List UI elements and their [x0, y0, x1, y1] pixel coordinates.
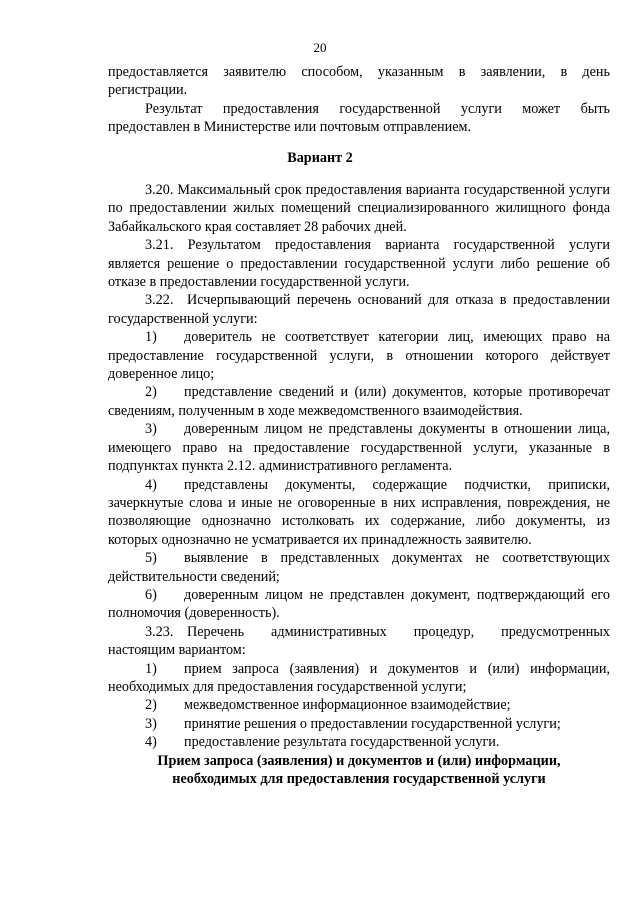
item-number: 1) [145, 660, 157, 677]
list-item [108, 328, 610, 383]
clause-text: Результатом предоставления варианта государственной услуги является решение о предоставлении государственной услуги либо решение об отказе в предоставлении государственной услуги. [108, 237, 611, 291]
item-number: 4) [145, 476, 157, 493]
clause-number: 3.22. [145, 292, 174, 309]
item-text: выявление в представленных документах не соответствующих действительности сведений; [108, 550, 610, 585]
section-heading-line: Прием запроса (заявления) и документов и (или) информации, [157, 753, 561, 769]
item-text: представление сведений и (или) документов, которые противоречат сведениям, полученным в ходе межведомственного взаимодействия. [108, 384, 610, 419]
clause-3-23 [108, 623, 610, 660]
item-number: 4) [145, 734, 157, 751]
variant-heading: Вариант 2 [287, 150, 353, 166]
clause-3-22 [108, 291, 610, 328]
item-number: 5) [145, 550, 157, 567]
item-number: 2) [145, 697, 157, 714]
list-item [108, 420, 610, 475]
list-item [108, 696, 610, 714]
section-heading-line: необходимых для предоставления государственной услуги [172, 771, 546, 788]
item-number: 6) [145, 586, 157, 603]
paragraph: Результат предоставления государственной услуги может быть предоставлен в Министерстве или почтовым отправлением. [108, 100, 610, 136]
clause-3-20 [108, 181, 610, 236]
item-number: 2) [145, 384, 157, 401]
item-number: 3) [145, 715, 157, 732]
item-text: принятие решения о предоставлении государственной услуги; [184, 715, 561, 732]
item-text: доверенным лицом не представлен документ, подтверждающий его полномочия (доверенность). [108, 586, 610, 622]
item-text: доверитель не соответствует категории лиц, имеющих право на предоставление государственной услуги, в отношении которого действует доверенное лицо; [108, 329, 610, 383]
clause-text: Максимальный срок предоставления варианта государственной услуги по предоставлении жилых помещений специализированного жилищного фонда Забайкальского края составляет 28 рабочих дней. [108, 182, 610, 235]
item-text: межведомственное информационное взаимодействие; [184, 697, 511, 714]
list-item [108, 476, 610, 550]
main-text [108, 181, 610, 752]
paragraph-line: предоставляется заявителю способом, указанным в заявлении, в день [108, 64, 610, 80]
page-number: 20 [313, 40, 327, 55]
clause-3-21 [108, 236, 610, 291]
clause-text: Перечень административных процедур, предусмотренных настоящим вариантом: [108, 623, 610, 659]
clause-text: Исчерпывающий перечень оснований для отказа в предоставлении государственной услуги: [108, 292, 610, 327]
list-item [108, 715, 610, 733]
list-item [108, 660, 610, 697]
list-item [108, 586, 610, 623]
list-item [108, 383, 610, 420]
clause-number: 3.21. [145, 237, 174, 254]
paragraph-line: регистрации. [108, 82, 188, 99]
clause-number: 3.20. [145, 182, 174, 198]
item-text: доверенным лицом не представлены документы в отношении лица, имеющего право на предоставление государственной услуги, указанные в подпунктах пункта 2.12. административного регламента. [108, 421, 610, 475]
item-text: прием запроса (заявления) и документов и (или) информации, необходимых для предоставления государственной услуги; [108, 660, 610, 695]
list-item [108, 549, 610, 586]
item-number: 3) [145, 421, 157, 438]
section-heading [108, 752, 610, 789]
item-number: 1) [145, 329, 157, 346]
intro-text [108, 63, 610, 137]
item-text: представлены документы, содержащие подчистки, приписки, зачеркнутые слова и иные не оговоренные в них исправления, повреждения, не позволяющие однозначно истолковать их содержание, либо документы, из которых однозначно не усматривается их принадлежность заявителю. [108, 476, 610, 548]
list-item [108, 733, 610, 751]
clause-number: 3.23. [145, 623, 174, 640]
item-text: предоставление результата государственной услуги. [184, 734, 500, 751]
